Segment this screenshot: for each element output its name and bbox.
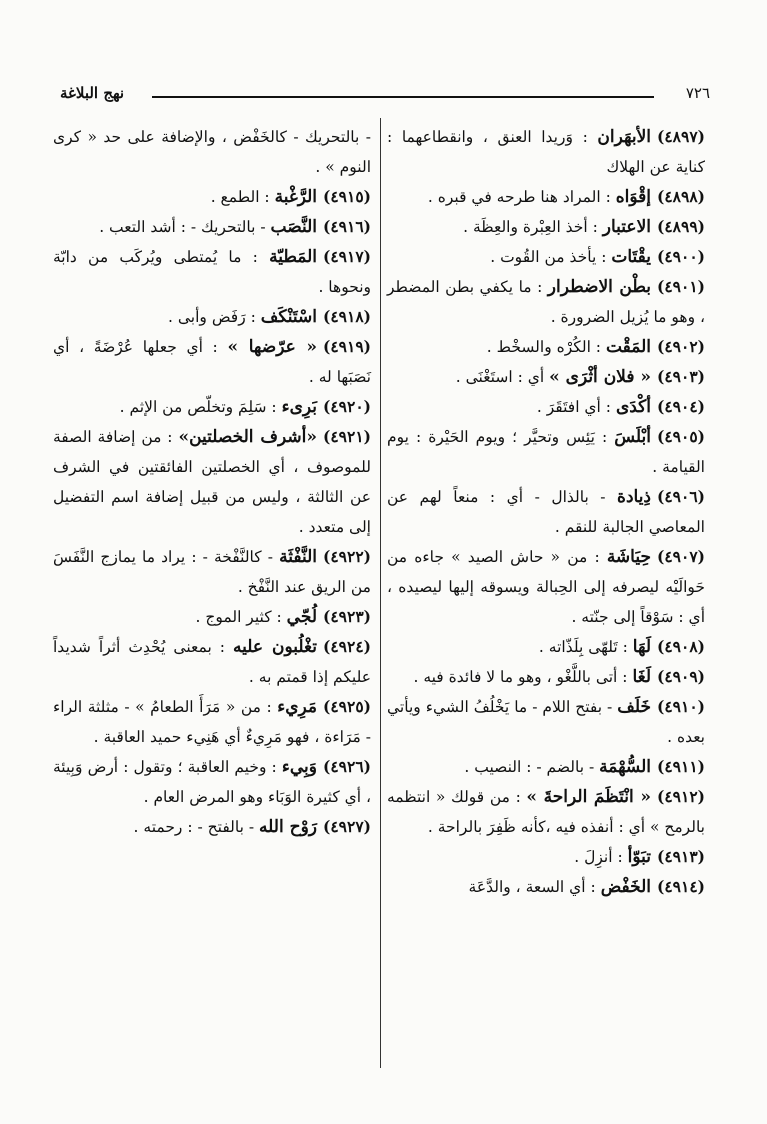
glossary-column-left — [53, 122, 371, 842]
glossary-entry — [53, 422, 371, 542]
entry-term: رَوْح الله — [259, 817, 317, 837]
entry-definition: : سَلِمَ وتخلّص من الإثم . — [119, 398, 282, 416]
entry-definition: : ما يكفي بطن المضطر ، وهو ما يُزيل الضرورة . — [387, 278, 705, 326]
entry-term: « فلان أثْرَى » — [549, 367, 651, 387]
glossary-entry — [53, 542, 371, 602]
glossary-entry — [53, 212, 371, 242]
column-divider — [380, 118, 381, 1068]
entry-number: (٤٩٠٠) — [657, 247, 705, 266]
entry-definition: - بفتح اللام - ما يَخْلُفُ الشيء ويأتي بعده . — [387, 698, 705, 746]
entry-term: الرَّغْبة — [274, 187, 317, 207]
entry-definition: : يَئِس وتحيَّر ؛ ويوم الحَيْرة : يوم القيامة . — [387, 428, 705, 476]
entry-definition: - كالنَّفْخة - : يراد ما يمازج النَّفَسَ من الريق عند النَّفْخ . — [53, 548, 371, 596]
entry-definition: أي : استَغْنَى . — [455, 368, 550, 386]
entry-term: «أشرف الخصلتين» — [178, 427, 317, 447]
entry-number: (٤٩٠٣) — [657, 367, 705, 386]
entry-definition: : بمعنى يُحْدِث أثراً شديداً عليكم إذا قمتم به . — [53, 638, 371, 686]
entry-definition: : أي افتَقَرَ . — [536, 398, 616, 416]
entry-term: أبْلَسَ — [614, 427, 651, 447]
entry-definition: : المراد هنا طرحه في قبره . — [427, 188, 616, 206]
entry-definition: : أتى باللَّغْو ، وهو ما لا فائدة فيه . — [413, 668, 633, 686]
entry-number: (٤٩٠٥) — [657, 427, 705, 446]
glossary-entry — [387, 752, 705, 782]
entry-definition: : وخيم العاقبة ؛ وتقول : أرض وَبِيئة ، أي كثيرة الوَبَاء وهو المرض العام . — [53, 758, 371, 806]
entry-number: (٤٩١٤) — [657, 877, 705, 896]
entry-definition: - بالتحريك - : أشد التعب . — [99, 218, 271, 236]
entry-term: أكْدَى — [615, 397, 651, 417]
entry-number: (٤٩١٧) — [323, 247, 371, 266]
entry-number: (٤٩٢٢) — [323, 547, 371, 566]
glossary-entry — [53, 302, 371, 332]
glossary-entry — [53, 332, 371, 392]
book-title: نهج البلاغة — [60, 84, 125, 102]
entry-term: « انْتَظَمَ الراحةَ » — [526, 787, 651, 807]
entry-term: بطْن الاضطرار — [547, 277, 651, 297]
entry-term: لَغَا — [632, 667, 651, 687]
glossary-entry — [53, 182, 371, 212]
page-header — [60, 84, 710, 108]
glossary-entry — [53, 752, 371, 812]
glossary-entry — [387, 662, 705, 692]
entry-number: (٤٨٩٧) — [657, 127, 705, 146]
entry-definition: : الطمع . — [210, 188, 275, 206]
entry-number: (٤٩٠٢) — [657, 337, 705, 356]
entry-definition: : من « حاش الصيد » جاءه من حَوالَيْه ليصرفه إلى الحِبالة ويسوقه إليها ليصيده ، أي : سَوْقاً إلى جنّته . — [387, 548, 705, 626]
entry-number: (٤٩٢٥) — [323, 697, 371, 716]
entry-number: (٤٨٩٨) — [657, 187, 705, 206]
entry-definition: : أي جعلها عُرْضَةً ، أي نَصَبَها له . — [53, 338, 371, 386]
entry-definition: : أي السعة ، والدَّعَة — [468, 878, 601, 896]
entry-term: وَبِيء — [281, 757, 317, 777]
glossary-entry — [387, 842, 705, 872]
entry-term: « عرّضها » — [227, 337, 317, 357]
entry-term: مَرِيء — [277, 697, 317, 717]
entry-number: (٤٩٢٦) — [323, 757, 371, 776]
glossary-entry — [387, 362, 705, 392]
entry-number: (٤٩٢٣) — [323, 607, 371, 626]
glossary-entry — [387, 392, 705, 422]
entry-definition: : وَريدا العنق ، وانقطاعهما : كناية عن الهلاك — [387, 128, 705, 176]
entry-definition: : من إضافة الصفة للموصوف ، أي الخصلتين الفائقتين في الشرف عن الثالثة ، وليس من قبيل إضافة اسم التفضيل إلى متعدد . — [53, 428, 371, 536]
glossary-entry — [387, 122, 705, 182]
glossary-entry — [387, 632, 705, 662]
entry-term: المَطيّة — [269, 247, 317, 267]
entry-number: (٤٩١٣) — [657, 847, 705, 866]
entry-number: (٤٩٠٩) — [657, 667, 705, 686]
entry-number: (٤٩٠٨) — [657, 637, 705, 656]
glossary-entry — [53, 602, 371, 632]
entry-term: الاعتبار — [602, 217, 651, 237]
entry-term: لُجّي — [286, 607, 317, 627]
entry-definition: : تَلهّى بِلَذّاته . — [538, 638, 633, 656]
entry-term: حِيَاشَة — [606, 547, 651, 567]
entry-number: (٤٩٠٤) — [657, 397, 705, 416]
entry-definition: - بالذال - أي : منعاً لهم عن المعاصي الجالبة للنقم . — [387, 488, 705, 536]
entry-term: بَرِىء — [281, 397, 317, 417]
glossary-entry — [387, 542, 705, 632]
entry-term: النَّفْثَة — [279, 547, 317, 567]
entry-term: النَّصَب — [270, 217, 317, 237]
glossary-entry — [387, 272, 705, 332]
entry-number: (٤٩١٢) — [657, 787, 705, 806]
entry-definition: : أخذ العِبْرة والعِظَة . — [463, 218, 603, 236]
glossary-column-right — [387, 122, 705, 902]
entry-definition: - بالضم - : النصيب . — [464, 758, 600, 776]
entry-definition: : ما يُمتطى ويُركَب من دابّة ونحوها . — [53, 248, 371, 296]
entry-number: (٤٨٩٩) — [657, 217, 705, 236]
entry-term: الأبهَران — [597, 127, 651, 147]
entry-term: إقْوَاه — [615, 187, 651, 207]
glossary-entry — [387, 212, 705, 242]
entry-number: (٤٩٠٦) — [657, 487, 705, 506]
glossary-entry — [53, 812, 371, 842]
entry-number: (٤٩٢٠) — [323, 397, 371, 416]
entry-number: (٤٩١٥) — [323, 187, 371, 206]
glossary-entry — [387, 872, 705, 902]
entry-term: تغْلُبون عليه — [233, 637, 317, 657]
entry-term: لَهَا — [632, 637, 651, 657]
entry-number: (٤٩٢١) — [323, 427, 371, 446]
entry-number: (٤٩٢٤) — [323, 637, 371, 656]
entry-definition: : يأخذ من القُوت . — [490, 248, 612, 266]
entry-number: (٤٩٢٧) — [323, 817, 371, 836]
entry-term: الخَفْض — [600, 877, 651, 897]
glossary-entry — [53, 242, 371, 302]
entry-definition: : كثير الموج . — [195, 608, 287, 626]
entry-number: (٤٩١١) — [657, 757, 705, 776]
glossary-entry — [387, 182, 705, 212]
entry-number: (٤٩١٩) — [323, 337, 371, 356]
entry-definition: : أنزِلَ . — [574, 848, 628, 866]
header-rule — [152, 96, 654, 98]
glossary-entry — [53, 692, 371, 752]
glossary-entry — [387, 332, 705, 362]
entry-number: (٤٩١٠) — [657, 697, 705, 716]
glossary-entry — [387, 482, 705, 542]
entry-definition: : من قولك « انتظمه بالرمح » أي : أنفذه فيه ،كأنه ظَفِرَ بالراحة . — [387, 788, 705, 836]
entry-term: المَقْت — [605, 337, 651, 357]
glossary-entry — [53, 632, 371, 692]
entry-term: تبَوّأ — [627, 847, 651, 867]
entry-term: ذِيادة — [617, 487, 651, 507]
entry-term: اسْتَنْكَف — [260, 307, 317, 327]
glossary-entry — [387, 242, 705, 272]
entry-number: (٤٩٠٧) — [657, 547, 705, 566]
glossary-entry — [387, 782, 705, 842]
entry-definition: : من « مَرَأَ الطعامُ » - مثلثة الراء - مَرَاءة ، فهو مَرِيءٌ أي هَنِيء حميد العاقبة . — [53, 698, 371, 746]
entry-term: خَلَف — [617, 697, 651, 717]
entry-term: السُّهْمَة — [599, 757, 651, 777]
entry-number: (٤٩١٦) — [323, 217, 371, 236]
glossary-entry — [387, 422, 705, 482]
entry-definition: - بالفتح - : رحمته . — [133, 818, 260, 836]
entry-definition: : الكُرْه والسخْط . — [486, 338, 606, 356]
glossary-entry — [53, 392, 371, 422]
entry-definition: - بالتحريك - كالخَفْض ، والإضافة على حد « كرى النوم » . — [53, 128, 371, 176]
entry-number: (٤٩٠١) — [657, 277, 705, 296]
entry-definition: : رَفَض وأبى . — [168, 308, 261, 326]
glossary-entry — [387, 692, 705, 752]
entry-term: يقْتَات — [611, 247, 651, 267]
entry-number: (٤٩١٨) — [323, 307, 371, 326]
page-number: ٧٢٦ — [685, 84, 710, 102]
glossary-entry — [53, 122, 371, 182]
